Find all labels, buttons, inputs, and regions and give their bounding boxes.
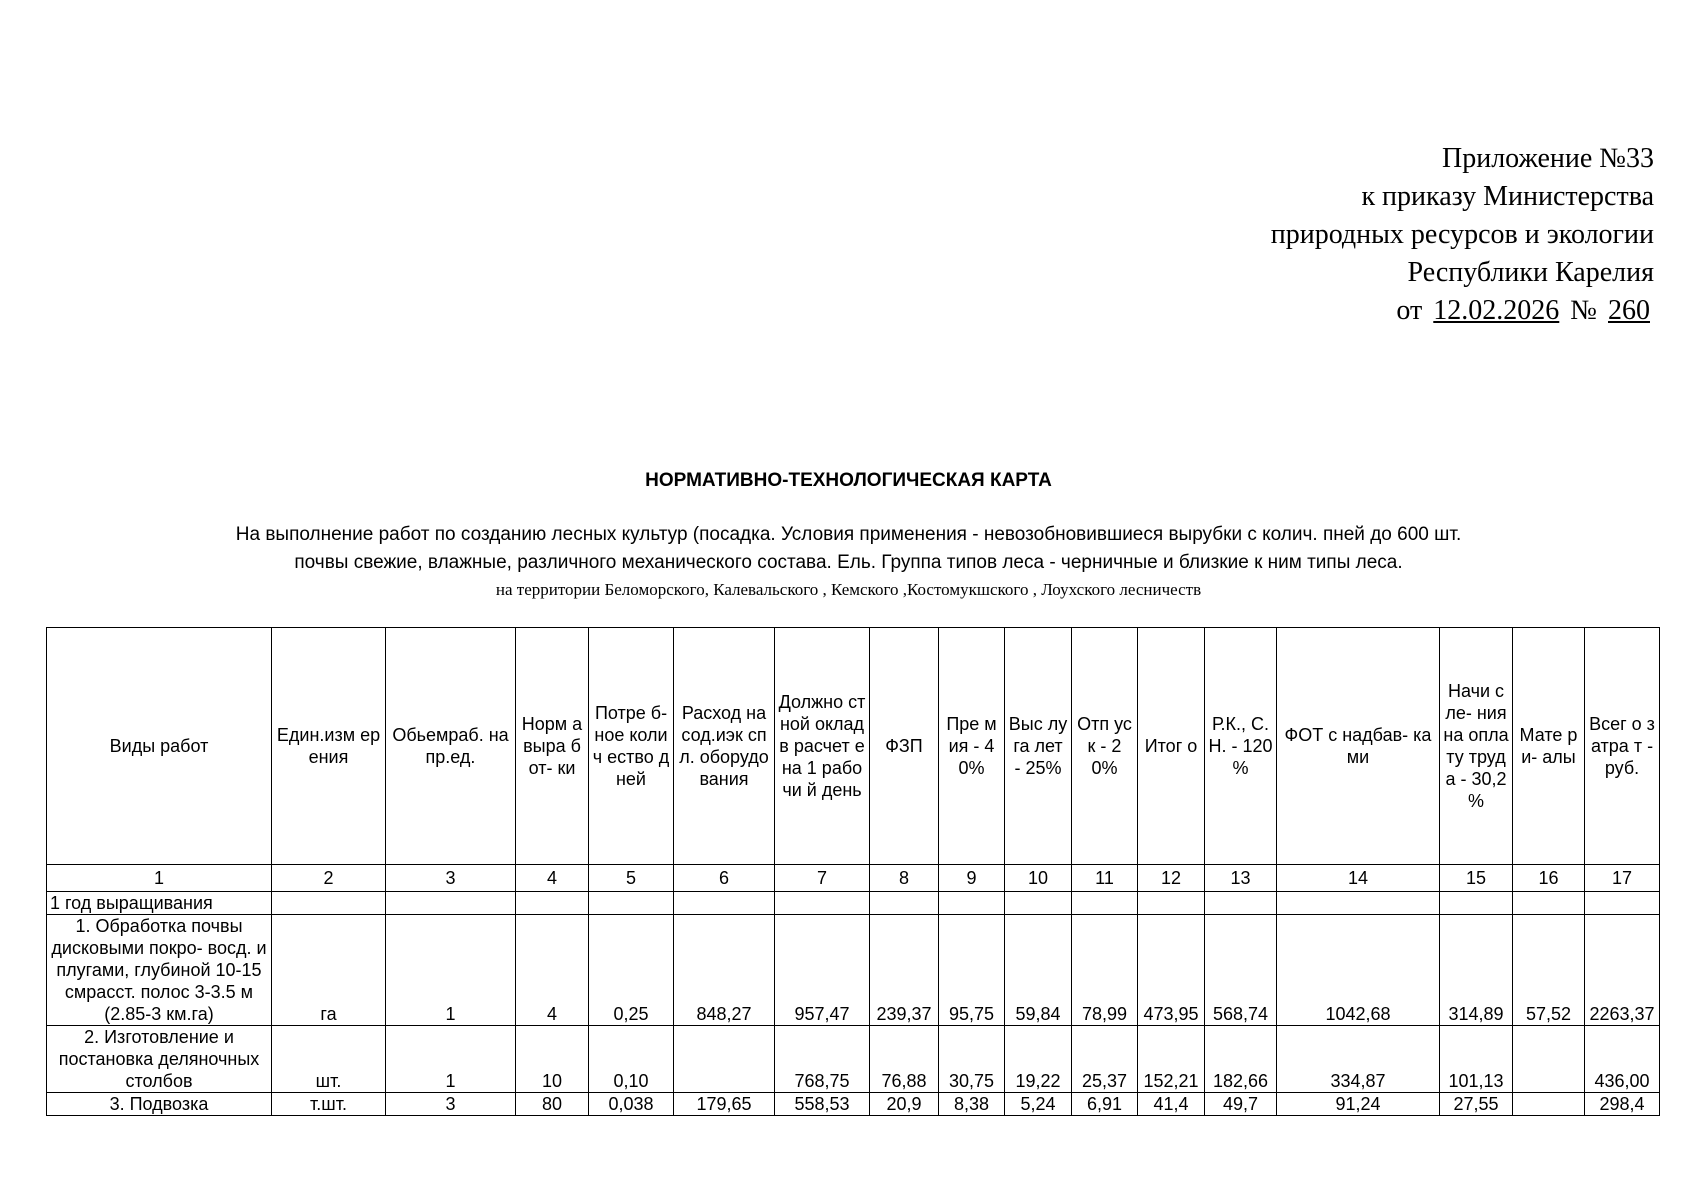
row-cell: 95,75	[939, 915, 1005, 1026]
order-date-line	[1134, 292, 1654, 330]
col-header-daily-salary: Должно стной оклад в расчет е на 1 рабочи й день	[775, 628, 870, 865]
norm-tech-table	[46, 627, 1660, 1116]
col-number: 12	[1138, 865, 1205, 892]
row-cell: 78,99	[1072, 915, 1138, 1026]
row-cell: 59,84	[1005, 915, 1072, 1026]
row-cell	[674, 1026, 775, 1093]
number-sign: №	[1570, 295, 1597, 326]
row-cell: 298,4	[1585, 1093, 1660, 1116]
document-title: НОРМАТИВНО-ТЕХНОЛОГИЧЕСКАЯ КАРТА	[645, 470, 1052, 491]
col-header-fzp: ФЗП	[870, 628, 939, 865]
col-number: 4	[516, 865, 589, 892]
col-number: 17	[1585, 865, 1660, 892]
col-header-norm: Норм а выра бот- ки	[516, 628, 589, 865]
col-header-days: Потре б-ное колич ество дней	[589, 628, 674, 865]
row-work-type: 1. Обработка почвы дисковыми покро- восд. и плугами, глубиной 10-15 смрасст. полос 3-3.5 м (2.85-3 км.га)	[47, 915, 272, 1026]
row-cell: 101,13	[1440, 1026, 1513, 1093]
header-row	[47, 628, 1660, 865]
row-cell: 57,52	[1513, 915, 1585, 1026]
row-cell: 5,24	[1005, 1093, 1072, 1116]
row-work-type: 3. Подвозка	[47, 1093, 272, 1116]
subtitle-line-2: почвы свежие, влажные, различного механического состава. Ель. Группа типов леса - черничные и близкие к ним типы леса.	[294, 552, 1403, 573]
col-header-bonus: Пре мия - 40%	[939, 628, 1005, 865]
row-cell: 768,75	[775, 1026, 870, 1093]
col-header-vacation: Отп уск - 20%	[1072, 628, 1138, 865]
row-cell: 49,7	[1205, 1093, 1277, 1116]
row-cell: шт.	[272, 1026, 386, 1093]
row-cell: 30,75	[939, 1026, 1005, 1093]
table-row	[47, 1093, 1660, 1116]
row-cell: 239,37	[870, 915, 939, 1026]
row-cell: 473,95	[1138, 915, 1205, 1026]
row-cell: 6,91	[1072, 1093, 1138, 1116]
row-work-type: 2. Изготовление и постановка деляночных столбов	[47, 1026, 272, 1093]
row-cell: 41,4	[1138, 1093, 1205, 1116]
col-header-volume: Обьемраб. напр.ед.	[386, 628, 516, 865]
row-cell: 848,27	[674, 915, 775, 1026]
col-header-total-cost: Всег о затра т - руб.	[1585, 628, 1660, 865]
row-cell: 314,89	[1440, 915, 1513, 1026]
row-cell: т.шт.	[272, 1093, 386, 1116]
table-row	[47, 915, 1660, 1026]
appendix-header	[1134, 140, 1654, 330]
col-number: 11	[1072, 865, 1138, 892]
column-number-row	[47, 865, 1660, 892]
col-number: 15	[1440, 865, 1513, 892]
row-cell: га	[272, 915, 386, 1026]
row-cell: 1	[386, 915, 516, 1026]
row-cell	[1513, 1026, 1585, 1093]
row-cell: 76,88	[870, 1026, 939, 1093]
row-cell: 3	[386, 1093, 516, 1116]
order-date: 12.02.2026	[1433, 295, 1560, 326]
subtitle-line-3: на территории Беломорского, Калевальского , Кемского ,Костомукшского , Лоухского лесничеств	[495, 580, 1202, 599]
col-number: 3	[386, 865, 516, 892]
section-label: 1 год выращивания	[47, 892, 272, 915]
col-number: 10	[1005, 865, 1072, 892]
col-number: 6	[674, 865, 775, 892]
row-cell: 152,21	[1138, 1026, 1205, 1093]
row-cell: 568,74	[1205, 915, 1277, 1026]
row-cell: 10	[516, 1026, 589, 1093]
row-cell: 1	[386, 1026, 516, 1093]
row-cell: 0,10	[589, 1026, 674, 1093]
row-cell: 80	[516, 1093, 589, 1116]
row-cell: 4	[516, 915, 589, 1026]
row-cell: 25,37	[1072, 1026, 1138, 1093]
col-header-total: Итог о	[1138, 628, 1205, 865]
col-header-equipment-cost: Расход на сод.иэк спл. оборудо вания	[674, 628, 775, 865]
row-cell: 0,038	[589, 1093, 674, 1116]
col-number: 9	[939, 865, 1005, 892]
row-cell: 179,65	[674, 1093, 775, 1116]
republic-name: Республики Карелия	[1407, 257, 1654, 288]
section-row	[47, 892, 1660, 915]
row-cell: 19,22	[1005, 1026, 1072, 1093]
col-header-seniority: Выс луга лет - 25%	[1005, 628, 1072, 865]
row-cell: 2263,37	[1585, 915, 1660, 1026]
row-cell	[1513, 1093, 1585, 1116]
table-row	[47, 1026, 1660, 1093]
col-header-unit: Един.изм ерения	[272, 628, 386, 865]
col-header-accruals: Начи сле- ния на опла ту труд а - 30,2 %	[1440, 628, 1513, 865]
row-cell: 436,00	[1585, 1026, 1660, 1093]
row-cell: 182,66	[1205, 1026, 1277, 1093]
row-cell: 20,9	[870, 1093, 939, 1116]
col-number: 8	[870, 865, 939, 892]
row-cell: 27,55	[1440, 1093, 1513, 1116]
row-cell: 334,87	[1277, 1026, 1440, 1093]
subtitle-line-1: На выполнение работ по созданию лесных культур (посадка. Условия применения - невозобновившиеся вырубки с колич. пней до 600 шт.	[235, 524, 1462, 545]
col-number: 16	[1513, 865, 1585, 892]
col-number: 7	[775, 865, 870, 892]
row-cell: 8,38	[939, 1093, 1005, 1116]
row-cell: 0,25	[589, 915, 674, 1026]
col-number: 5	[589, 865, 674, 892]
row-cell: 957,47	[775, 915, 870, 1026]
row-cell: 1042,68	[1277, 915, 1440, 1026]
from-label: от	[1396, 295, 1423, 326]
col-header-fot: ФОТ с надбав- ками	[1277, 628, 1440, 865]
col-number: 13	[1205, 865, 1277, 892]
order-number: 260	[1608, 295, 1650, 326]
row-cell: 558,53	[775, 1093, 870, 1116]
col-number: 14	[1277, 865, 1440, 892]
col-number: 1	[47, 865, 272, 892]
row-cell: 91,24	[1277, 1093, 1440, 1116]
col-header-regional-coef: Р.К., С.Н. - 120 %	[1205, 628, 1277, 865]
appendix-number: Приложение №33	[1442, 143, 1654, 174]
col-header-work-type: Виды работ	[47, 628, 272, 865]
ministry-name: природных ресурсов и экологии	[1270, 219, 1654, 250]
col-number: 2	[272, 865, 386, 892]
order-reference: к приказу Министерства	[1361, 181, 1654, 212]
col-header-materials: Мате ри- алы	[1513, 628, 1585, 865]
